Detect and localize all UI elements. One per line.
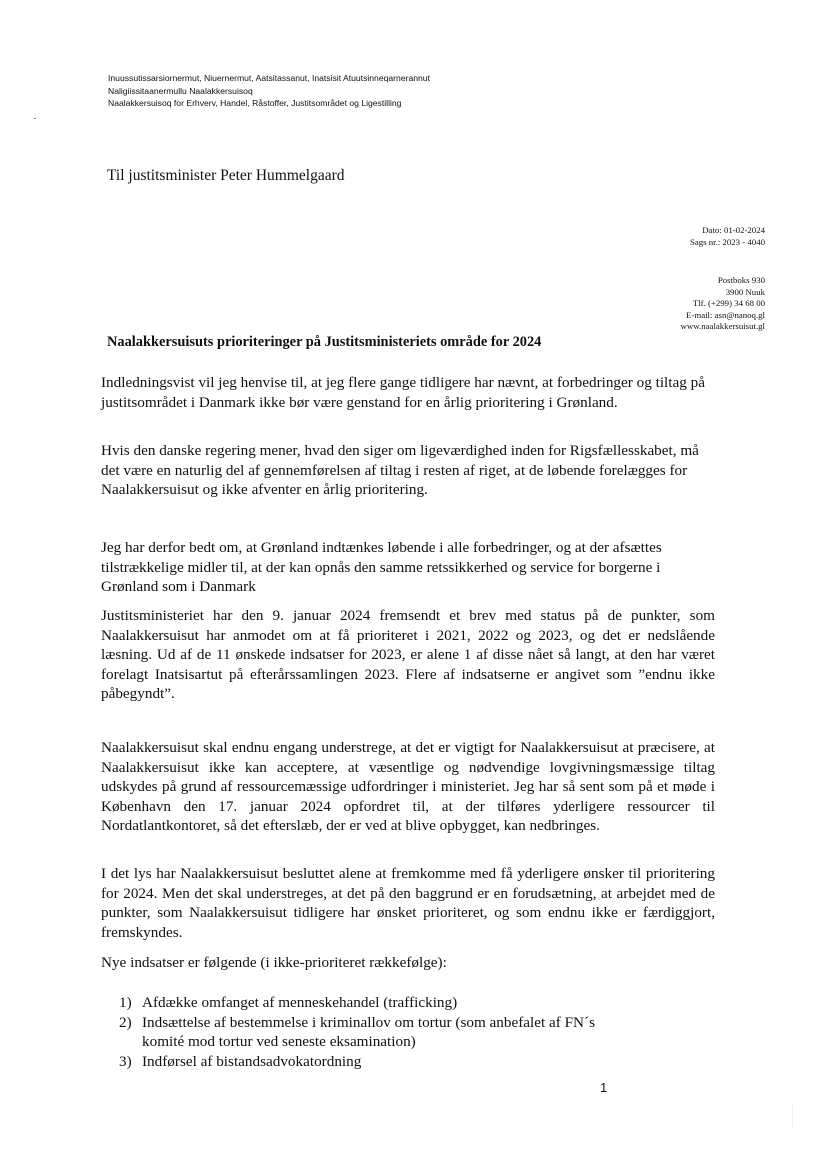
phone: Tlf. (+299) 34 68 00 [692,298,765,308]
list-number: 2) [119,1013,132,1031]
postbox: Postboks 930 [717,275,765,285]
letter-title: Naalakkersuisuts prioriteringer på Justitsministeriets område for 2024 [107,334,542,350]
margin-line [792,1105,793,1127]
list-item [119,1052,639,1072]
case-number: Sags nr.: 2023 - 4040 [689,236,765,247]
document-meta [690,225,765,248]
email: E-mail: asn@nanoq.gl [686,309,765,320]
paragraph-6: I det lys har Naalakkersuisut besluttet alene at fremkomme med få yderligere ønsker til prioritering for 2024. Men det skal understreges, at det på den baggrund er en forudsætning, at arbejdet med de punkter, som Naalakkersuisut tidligere har ønsket prioriteret, og som endnu ikke er færdiggjort, fremskyndes. [101,865,715,941]
list-text: Indsættelse af bestemmelse i kriminallov om tortur (som anbefalet af FN´s komité mod tortur ved seneste eksamination) [142,1013,595,1051]
list-text: Indførsel af bistandsadvokatordning [142,1052,362,1070]
margin-mark [34,118,36,119]
date: Dato: 01-02-2024 [702,225,765,235]
letterhead [108,72,430,110]
list-text: Afdække omfanget af menneskehandel (trafficking) [142,994,458,1011]
paragraph-2: Hvis den danske regering mener, hvad den siger om ligeværdighed inden for Rigsfællesskabet, må det være en naturlig del af gennemførelsen af tiltag i resten af riget, at de løbende forelægges for Naalakkersuisut og ikke afventer en årlig prioritering. [101,442,699,499]
list-number: 1) [119,994,132,1011]
page-number: 1 [600,1080,608,1095]
addressee: Til justitsminister Peter Hummelgaard [107,167,345,184]
website: www.naalakkersuisut.gl [680,321,765,331]
paragraph-1: Indledningsvist vil jeg henvise til, at jeg flere gange tidligere har nævnt, at forbedringer og tiltag på justitsområdet i Danmark ikke bør være genstand for en årlig prioritering i Grønland. [101,374,705,411]
paragraph-5: Naalakkersuisut skal endnu engang understrege, at det er vigtigt for Naalakkersuisut at præcisere, at Naalakkersuisut ikke kan acceptere, at væsentlige og nødvendige lovgivningsmæssige tiltag udskydes på grund af ressourcemæssige udfordringer i ministeriet. Jeg har så sent som på et møde i København den 17. januar 2024 opfordret til, at der tilføres yderligere ressourcer til Nordatlantkontoret, så det efterslæb, der er ved at blive opbygget, kan nedbringes. [101,739,715,835]
paragraph-3: Jeg har derfor bedt om, at Grønland indtænkes løbende i alle forbedringer, og at der afsættes tilstrækkelige midler til, at der kan opnås den samme retssikkerhed og service for borgerne i Grønland som i Danmark [101,539,662,596]
paragraph-4: Justitsministeriet har den 9. januar 2024 fremsendt et brev med status på de punkter, som Naalakkersuisut har anmodet om at få prioriteret i 2021, 2022 og 2023, og det er nedslående læsning. Ud af de 11 ønskede indsatser for 2023, er alene 1 af disse nået så langt, at den har været forelagt Inatsisartut på efterårssamlingen 2023. Flere af indsatserne er angivet som ”endnu ikke påbegyndt”. [101,607,715,703]
city: 3900 Nuuk [725,286,765,297]
list-item [119,993,639,1013]
paragraph-7: Nye indsatser er følgende (i ikke-prioriteret rækkefølge): [101,954,447,971]
letterhead-line-2: Naligiissitaanermullu Naalakkersuisoq [108,85,253,96]
list-number: 3) [119,1052,132,1070]
letterhead-line-3: Naalakkersuisoq for Erhverv, Handel, Råstoffer, Justitsområdet og Ligestilling [108,98,402,108]
list-item [119,1013,639,1052]
letterhead-line-1: Inuussutissarsiornermut, Niuernermut, Aatsitassanut, Inatsisit Atuutsinneqarnerannut [108,73,430,83]
contact-block [681,275,765,333]
new-initiatives-list [119,993,639,1071]
